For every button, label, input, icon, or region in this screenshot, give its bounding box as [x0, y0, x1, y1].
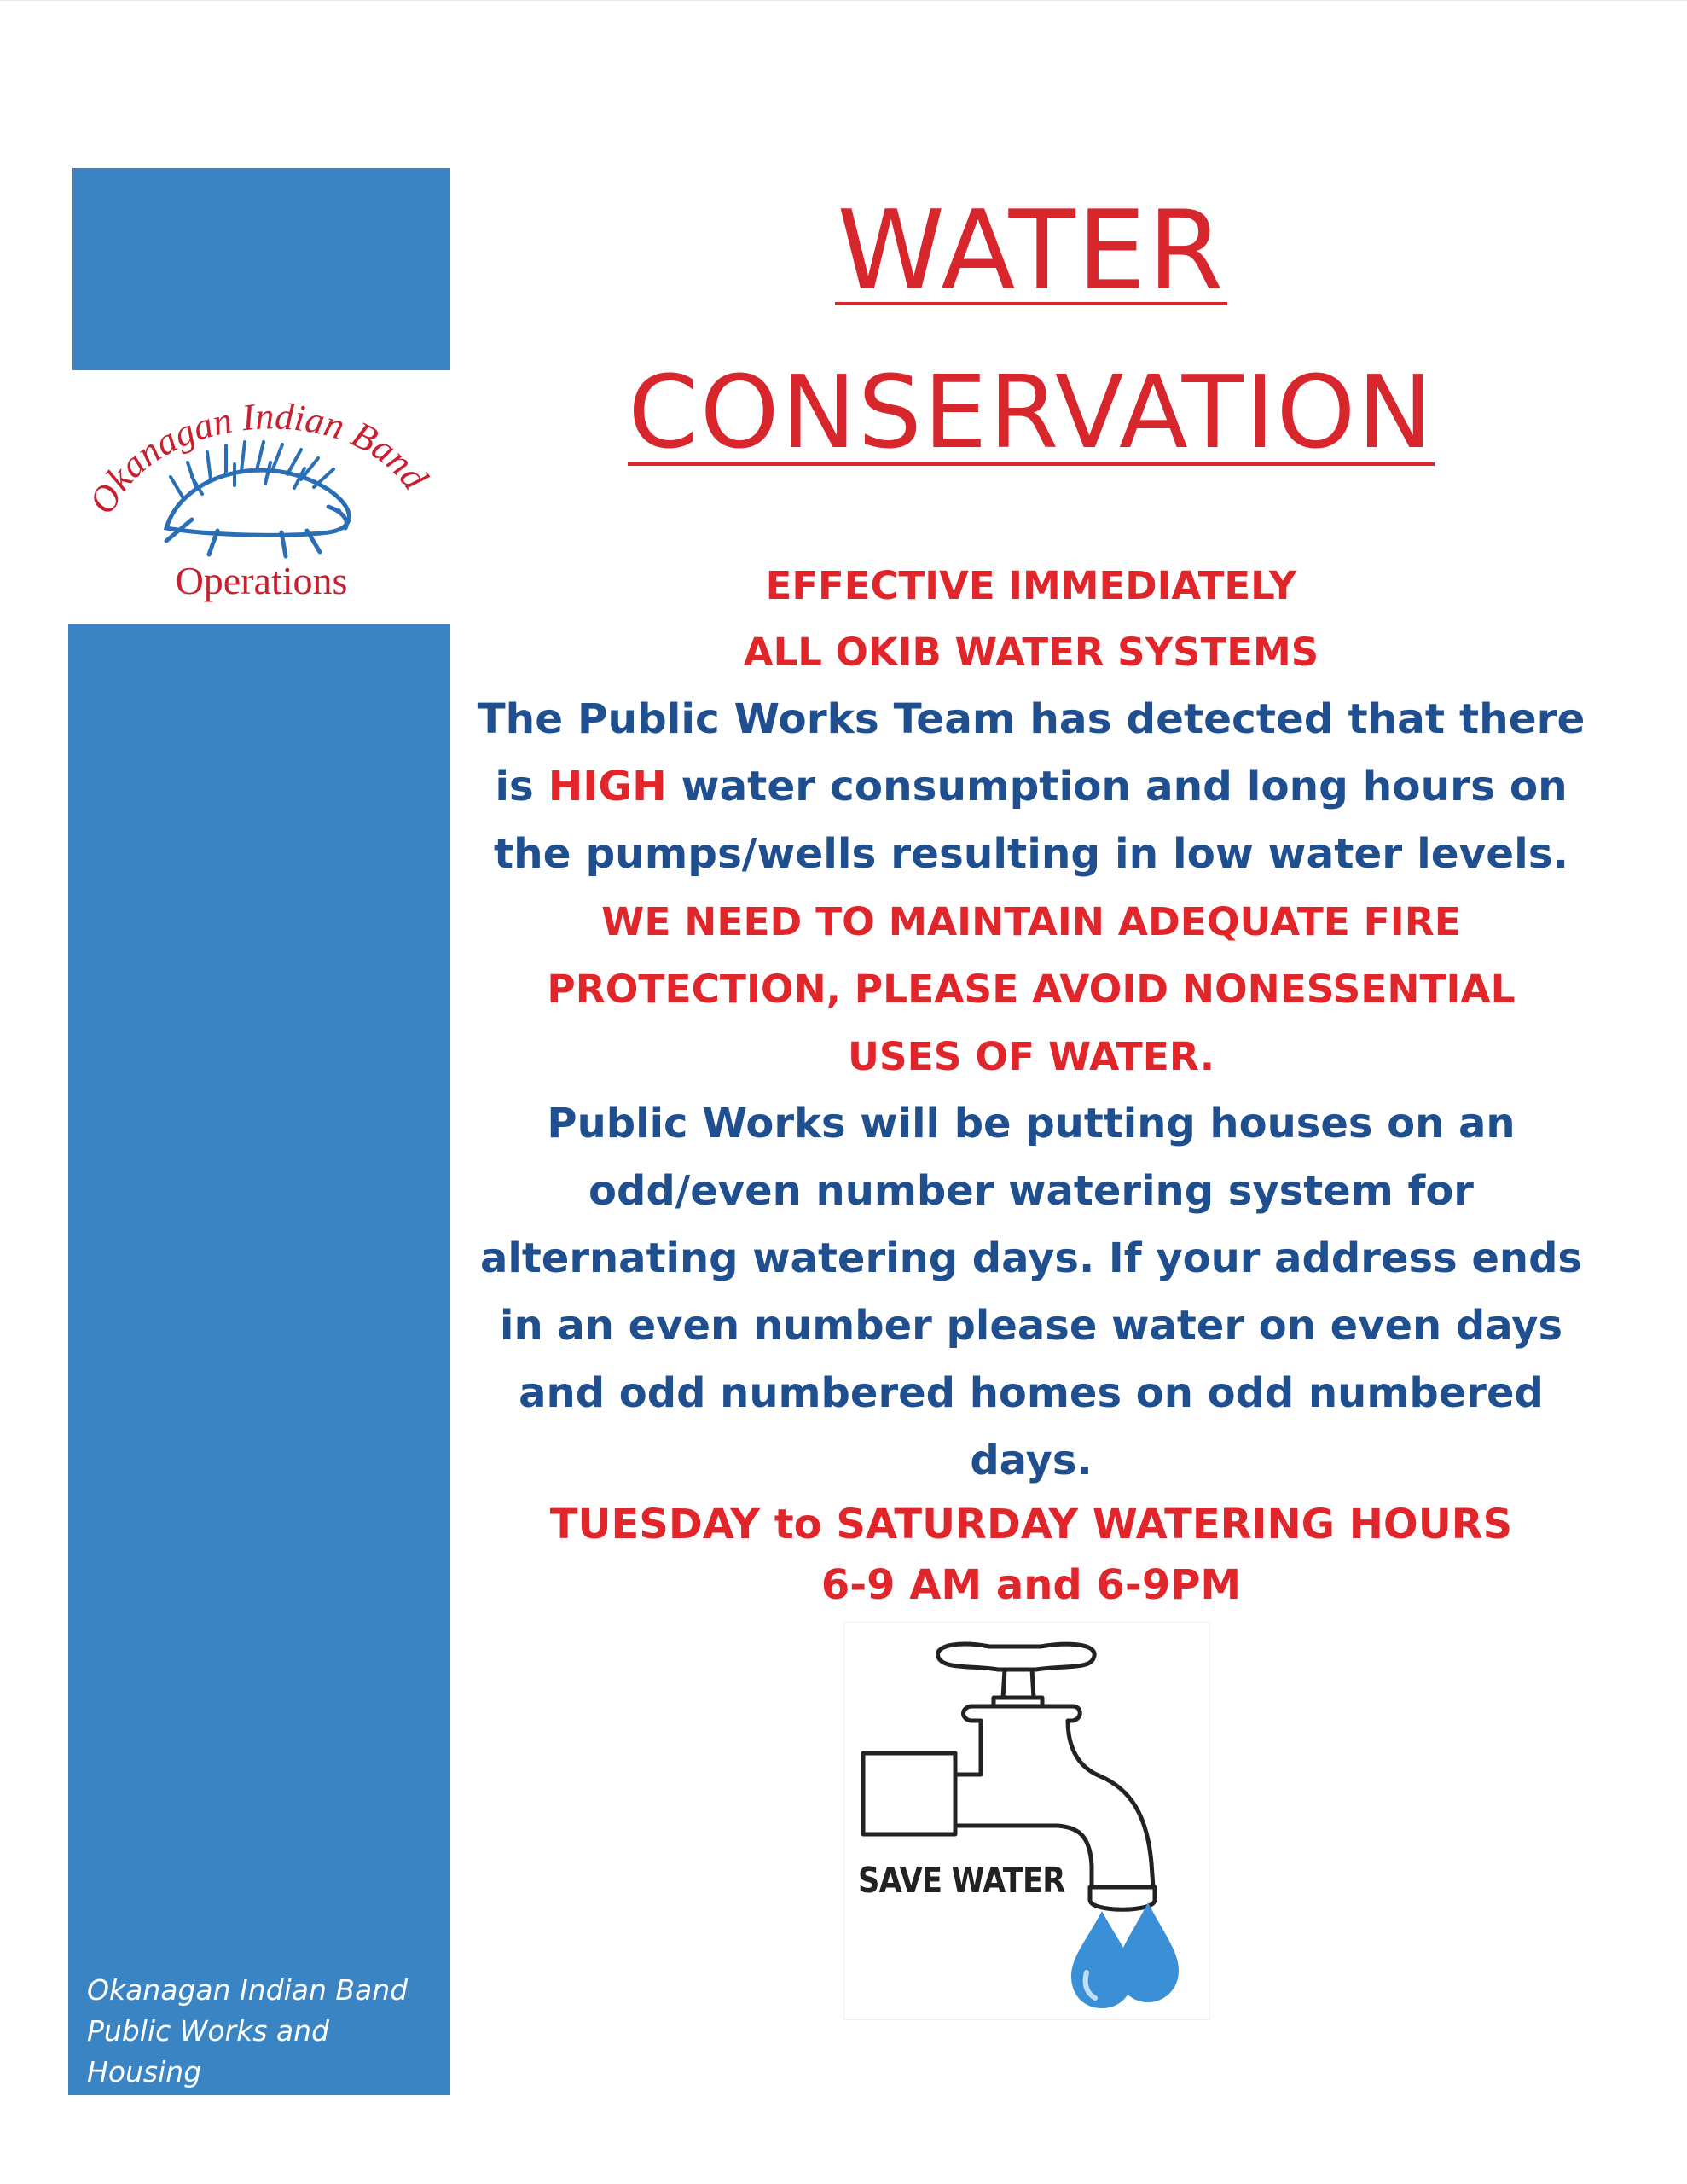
logo-caption: Operations [175, 559, 348, 602]
sidebar-band-bottom [68, 624, 450, 2175]
faucet-icon [844, 1623, 1209, 2019]
contact-dept-2: Housing [87, 2055, 202, 2088]
save-water-label: SAVE WATER [858, 1860, 1065, 1901]
title-block [461, 188, 1602, 476]
contact-block [87, 1970, 408, 2178]
warning-line2: PROTECTION, PLEASE AVOID NONESSENTIAL [547, 967, 1516, 1012]
para2-line4: in an even number please water on even days [499, 1302, 1563, 1350]
hours-line1: TUESDAY to SATURDAY WATERING HOURS [549, 1501, 1513, 1548]
contact-dept: Public Works and [87, 2014, 329, 2048]
para2-line1: Public Works will be putting houses on an [547, 1100, 1516, 1147]
para2-line5: and odd numbered homes on odd numbered [519, 1369, 1544, 1417]
para1-line3: the pumps/wells resulting in low water levels. [493, 830, 1569, 878]
systems-heading: ALL OKIB WATER SYSTEMS [743, 630, 1319, 675]
save-water-image [844, 1623, 1209, 2019]
title-water: WATER [837, 188, 1226, 315]
sidebar [72, 168, 450, 2175]
logo-arc-text: Okanagan Indian Band [80, 395, 437, 521]
para2-line3: alternating watering days. If your address ends [479, 1234, 1582, 1282]
warning-line1: WE NEED TO MAINTAIN ADEQUATE FIRE [601, 899, 1461, 944]
high-emphasis: HIGH [548, 763, 667, 810]
contact-phone: Ph: 250-542-3444 [87, 2139, 371, 2175]
title-conservation: CONSERVATION [628, 353, 1435, 471]
contact-org: Okanagan Indian Band [87, 1973, 409, 2007]
contact-address: 11505 Westside Road [87, 2096, 395, 2129]
para1-line2: is HIGH water consumption and long hours on [495, 763, 1568, 810]
effective-heading: EFFECTIVE IMMEDIATELY [765, 563, 1297, 608]
warning-line3: USES OF WATER. [847, 1034, 1215, 1079]
para2-line6: days. [970, 1437, 1093, 1484]
band-logo [72, 370, 450, 624]
sidebar-band-top [72, 168, 450, 370]
para1-line1: The Public Works Team has detected that there [477, 695, 1586, 743]
porcupine-logo-icon [72, 370, 450, 624]
notice-body [461, 553, 1602, 1616]
hours-line2: 6-9 AM and 6-9PM [820, 1561, 1242, 1609]
para2-line2: odd/even number watering system for [588, 1167, 1474, 1215]
